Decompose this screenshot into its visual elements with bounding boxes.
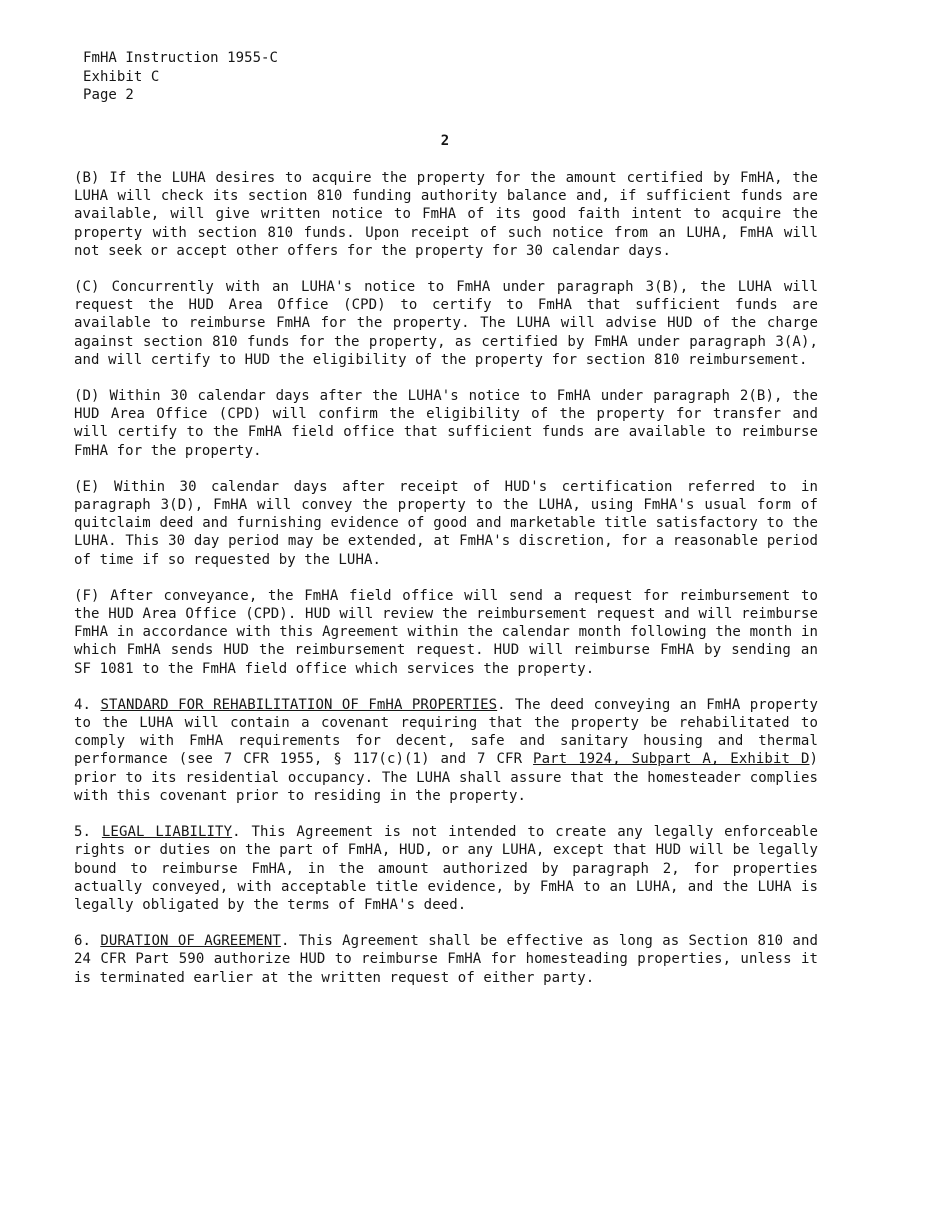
header-exhibit: Exhibit C	[83, 68, 160, 85]
section-6	[74, 932, 818, 987]
paragraph-c	[74, 278, 818, 369]
paragraph-d	[74, 387, 818, 460]
paragraph-b	[74, 169, 818, 260]
document-body	[74, 169, 818, 1005]
section-5	[74, 823, 818, 914]
paragraph-d-label: (D)	[74, 388, 100, 405]
page-header	[83, 49, 278, 105]
section-6-heading: DURATION OF AGREEMENT	[100, 933, 281, 950]
paragraph-c-label: (C)	[74, 279, 100, 296]
paragraph-b-text: If the LUHA desires to acquire the property for the amount certified by FmHA, the LUHA will check its section 810 funding authority balance and, if sufficient funds are available, will give written notice to FmHA of its good faith intent to acquire the property with section 810 funds. Upon receipt of such notice from an LUHA, FmHA will not seek or accept other offers for the property for 30 calendar days.	[74, 170, 819, 259]
paragraph-f	[74, 587, 818, 678]
paragraph-b-label: (B)	[74, 170, 100, 186]
section-6-text: . This Agreement shall be effective as long as Section 810 and 24 CFR Part 590 authorize HUD to reimburse FmHA for homesteading properties, unless it is terminated earlier at the written request of either party.	[74, 933, 818, 986]
section-5-number: 5.	[74, 824, 92, 841]
section-4-reference: Part 1924, Subpart A, Exhibit D	[533, 751, 810, 768]
paragraph-f-label: (F)	[74, 587, 100, 604]
paragraph-c-text: Concurrently with an LUHA's notice to FmHA under paragraph 3(B), the LUHA will request the HUD Area Office (CPD) to certify to FmHA that sufficient funds are available to reimburse FmHA for the property. The LUHA will advise HUD of the charge against section 810 funds for the property, as certified by FmHA under paragraph 3(A), and will certify to HUD the eligibility of the property for section 810 reimbursement.	[74, 279, 818, 368]
section-4	[74, 696, 818, 805]
section-4-text-a: . The deed conveying an FmHA property to the LUHA will contain a covenant requiring that the property be rehabilitated to comply with FmHA requirements for decent, safe and sanitary housing and thermal performance (see 7 CFR 1955, § 117(c)(1) and 7 CFR	[74, 696, 818, 768]
section-4-number: 4.	[74, 696, 92, 713]
page-number: 2	[440, 133, 450, 149]
paragraph-e-text: Within 30 calendar days after receipt of HUD's certification referred to in paragraph 3(D), FmHA will convey the property to the LUHA, using FmHA's usual form of quitclaim deed and furnishing evidence of good and marketable title satisfactory to the LUHA. This 30 day period may be extended, at FmHA's discretion, for a reasonable period of time if so requested by the LUHA.	[74, 478, 819, 568]
header-page: Page 2	[83, 87, 134, 103]
section-5-heading: LEGAL LIABILITY	[101, 824, 233, 841]
paragraph-e	[74, 478, 818, 569]
paragraph-d-text: Within 30 calendar days after the LUHA's notice to FmHA under paragraph 2(B), the HUD Area Office (CPD) will confirm the eligibility of the property for transfer and will certify to the FmHA field office that sufficient funds are available to reimburse FmHA for the property.	[74, 388, 818, 459]
section-4-heading: STANDARD FOR REHABILITATION OF FmHA PROPERTIES	[100, 696, 498, 713]
section-6-number: 6.	[74, 933, 92, 950]
section-5-text: . This Agreement is not intended to create any legally enforceable rights or duties on the part of FmHA, HUD, or any LUHA, except that HUD will be legally bound to reimburse FmHA, in the amount authorized by paragraph 2, for properties actually conveyed, with acceptable title evidence, by FmHA to an LUHA, and the LUHA is legally obligated by the terms of FmHA's deed.	[74, 824, 818, 913]
header-instruction: FmHA Instruction 1955-C	[83, 50, 279, 66]
paragraph-e-label: (E)	[74, 478, 100, 495]
section-4-text-b: ) prior to its residential occupancy. The LUHA shall assure that the homesteader complies with this covenant prior to residing in the property.	[74, 751, 819, 804]
paragraph-f-text: After conveyance, the FmHA field office will send a request for reimbursement to the HUD Area Office (CPD). HUD will review the reimbursement request and will reimburse FmHA in accordance with this Agreement within the calendar month following the month in which FmHA sends HUD the reimbursement request. HUD will reimburse FmHA by sending an SF 1081 to the FmHA field office which services the property.	[74, 587, 819, 677]
